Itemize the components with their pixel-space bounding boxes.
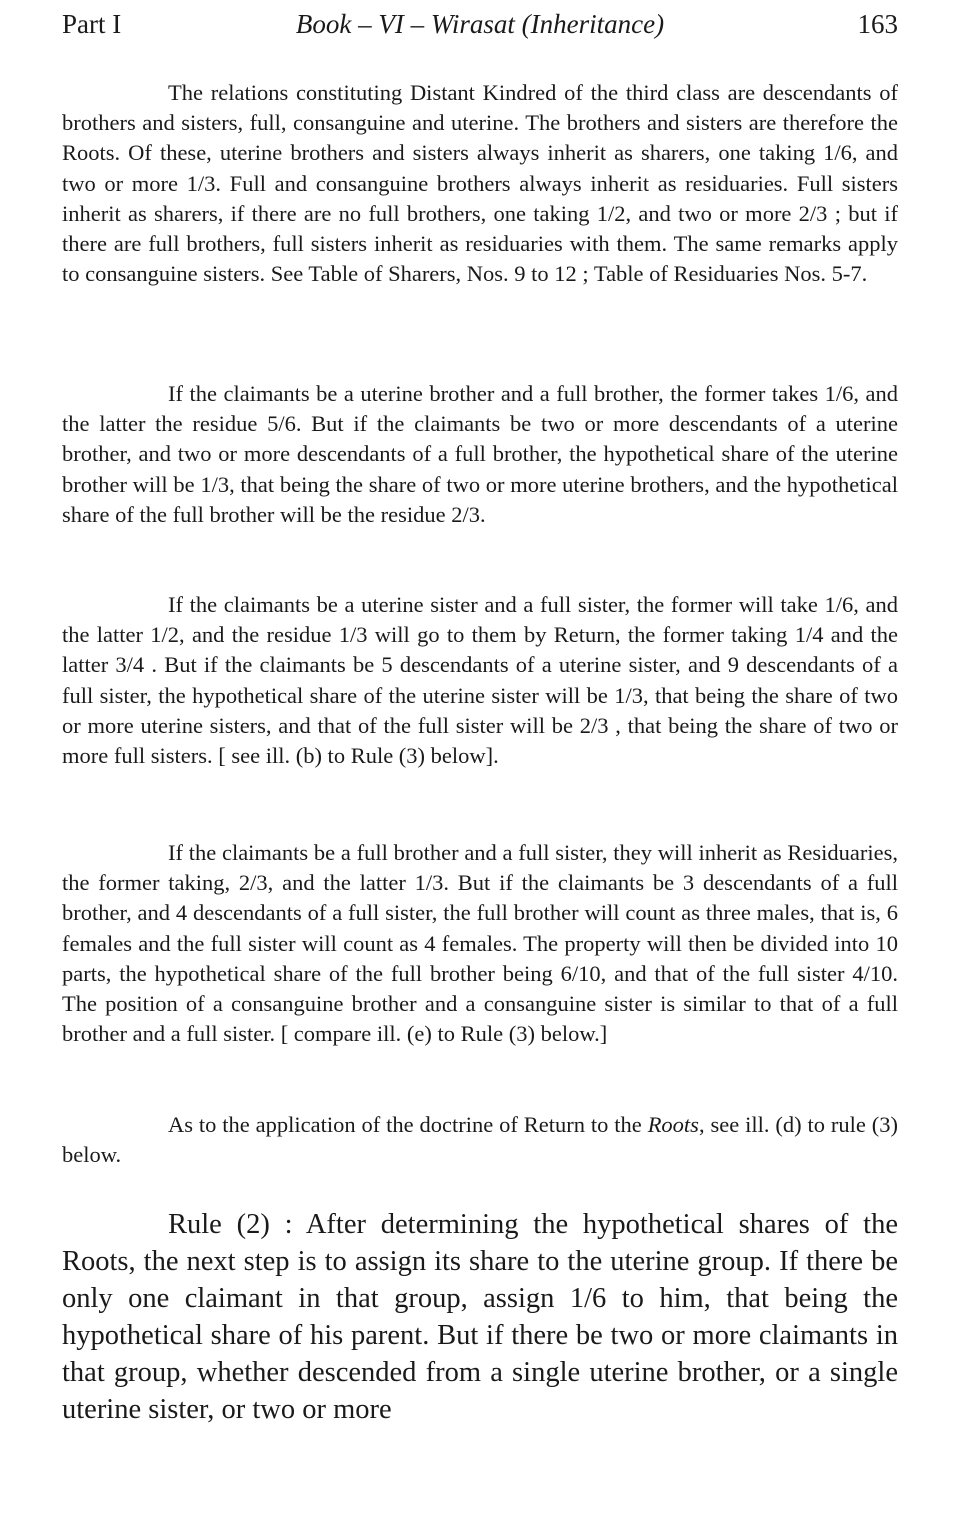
paragraph-return-text-1: As to the application of the doctrine of Return to the [168,1112,648,1137]
paragraph-uterine-full-sister: If the claimants be a uterine sister and a full sister, the former will take 1/6, and the latter 1/2, and the residue 1/3 will go to them by Return, the former taking 1/4 and the latter 3/4 . But if the claimants be 5 descendants of a uterine sister, and 9 descendants of a full sister, the hypothetical share of the uterine sister will be 1/3, that being the share of two or more uterine sisters, and that of the full sister will be 2/3 , that being the share of two or more full sisters. [ see ill. (b) to Rule (3) below]. [62,592,898,769]
paragraph-return-italic-roots: Roots [647,1112,699,1137]
running-header [62,4,898,44]
paragraph-rule-2: Rule (2) : After determining the hypothetical shares of the Roots, the next step is to assign its share to the uterine group. If there be only one claimant in that group, assign 1/6 to him, that being the hypothetical share of his parent. But if there be two or more claimants in that group, whether descended from a single uterine brother, or a single uterine sister, or two or more [62,1209,898,1425]
paragraph-return-text-2: , see ill. (d) to rule (3) below. [62,1112,898,1168]
paragraph-uterine-full-brother: If the claimants be a uterine brother and a full brother, the former takes 1/6, and the latter the residue 5/6. But if the claimants be two or more descendants of a uterine brother, and two or more descendants of a full brother, the hypothetical share of the uterine brother will be 1/3, that being the share of two or more uterine brothers, and the hypothetical share of the full brother will be the residue 2/3. [62,381,898,527]
header-part: Part I [62,9,122,39]
paragraph-roots-intro: The relations constituting Distant Kindred of the third class are descendants of brothers and sisters, full, consanguine and uterine. The brothers and sisters are therefore the Roots. Of these, uterine brothers and sisters always inherit as sharers, one taking 1/6, and two or more 1/3. Full and consanguine brothers always inherit as residuaries. Full sisters inherit as sharers, if there are no full brothers, one taking 1/2, and two or more 2/3 ; but if there are full brothers, full sisters inherit as residuaries with them. The same remarks apply to consanguine sisters. See Table of Sharers, Nos. 9 to 12 ; Table of Residuaries Nos. 5-7. [62,80,898,287]
paragraph-return-roots [62,1110,898,1170]
header-title: Book – VI – Wirasat (Inheritance) [295,9,665,39]
paragraph-full-brother-sister: If the claimants be a full brother and a full sister, they will inherit as Residuaries, the former taking, 2/3, and the latter 1/3. But if the claimants be 3 descendants of a full brother, and 4 descendants of a full sister, the full brother will count as three males, that is, 6 females and the full sister will count as 4 females. The property will then be divided into 10 parts, the hypothetical share of the full brother being 6/10, and that of the full sister 4/10. The position of a consanguine brother and a consanguine sister is similar to that of a full brother and a full sister. [ compare ill. (e) to Rule (3) below.] [62,840,898,1047]
page-number: 163 [857,9,898,39]
